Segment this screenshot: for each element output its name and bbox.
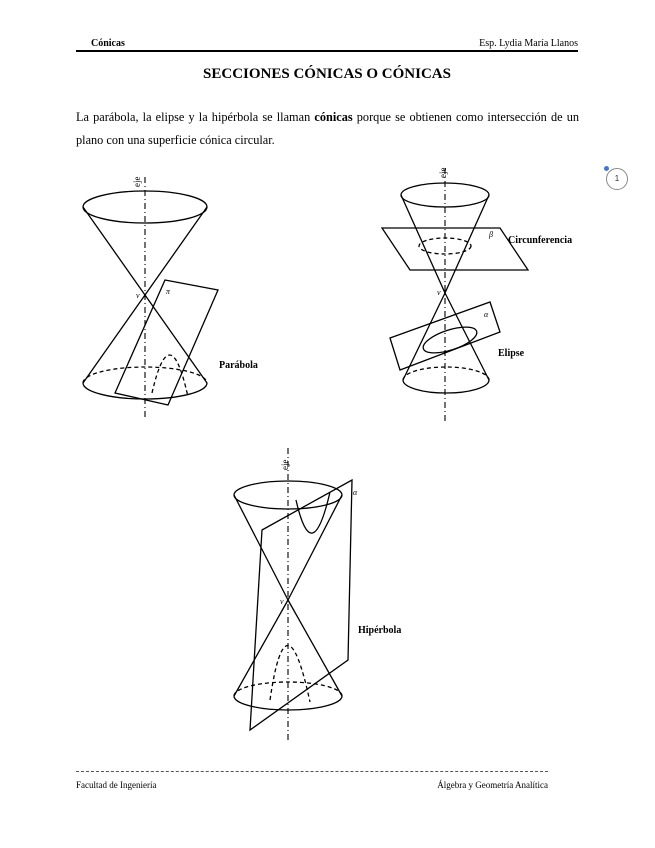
header-right: Esp. Lydia María Llanos: [479, 38, 578, 49]
circle-ellipse-vertex-label: v: [437, 288, 441, 297]
beta-label: β: [489, 230, 493, 239]
parabola-figure: [70, 165, 270, 425]
hyperbola-vertex-label: v: [280, 597, 284, 606]
alpha-label: α: [484, 310, 489, 319]
circle-ellipse-figure: [380, 160, 600, 430]
hyperbola-alpha-label: α: [353, 488, 358, 497]
parabola-label: Parábola: [219, 360, 258, 371]
ellipse-label: Elipse: [498, 348, 525, 359]
circumference-label: Circunferencia: [508, 235, 573, 246]
footer-left: Facultad de Ingeniería: [76, 780, 157, 790]
page-number-badge[interactable]: 1: [606, 168, 628, 190]
circle-ellipse-axis-label: eje: [438, 167, 448, 178]
hyperbola-label: Hipérbola: [358, 625, 402, 636]
footer-right: Álgebra y Geometría Analítica: [437, 780, 548, 790]
header-left: Cónicas: [91, 38, 125, 49]
page-title: SECCIONES CÓNICAS O CÓNICAS: [203, 66, 451, 82]
footer-rule: [76, 771, 548, 772]
hyperbola-figure: [220, 440, 440, 745]
parabola-vertex-label: v: [136, 291, 140, 300]
intro-text-2: porque se obtienen como intersección de un plano con una superficie cónica circular.: [76, 110, 579, 147]
circle-ellipse-diagram: [380, 160, 600, 430]
hyperbola-axis-label: eje: [280, 459, 290, 470]
intro-paragraph: [76, 106, 579, 152]
hyperbola-diagram: [220, 440, 440, 745]
intro-text-1: La parábola, la elipse y la hipérbola se llaman: [76, 110, 315, 124]
intro-bold-term: cónicas: [314, 110, 353, 124]
parabola-axis-label: eje: [132, 176, 142, 187]
parabola-plane-label: π: [166, 287, 171, 296]
header-rule: [76, 50, 578, 52]
